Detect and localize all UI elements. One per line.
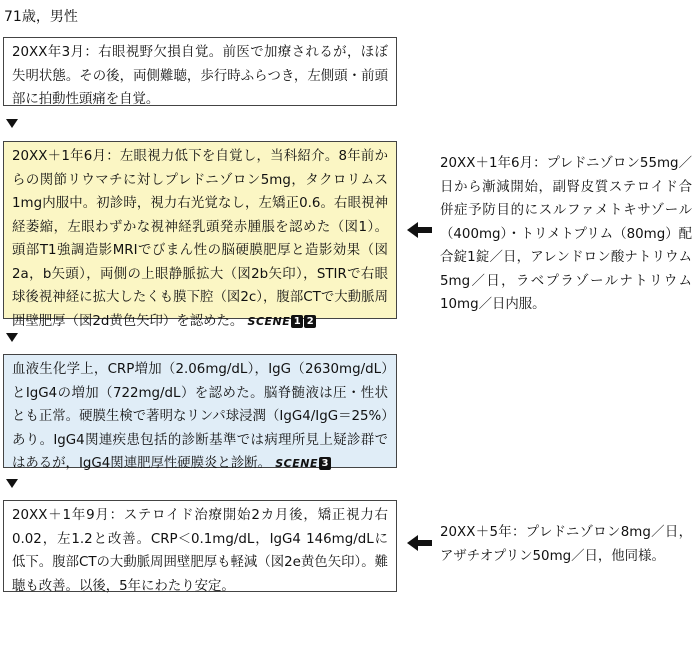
left-arrow-icon bbox=[405, 220, 435, 240]
timeline-box-referral bbox=[3, 141, 397, 329]
scene-number-3: 3 bbox=[319, 457, 331, 470]
case-header: 71歳，男性 bbox=[4, 9, 78, 25]
left-arrow-icon bbox=[405, 533, 435, 553]
timeline-text-diagnosis: 血液生化学上，CRP増加（2.06mg/dL），IgG（2630mg/dL）とIgG4の増加（722mg/dL）を認めた。脳脊髄液は圧・性状とも正常。硬膜生検で著明なリンパ球浸潤（IgG4/IgG＝25%）あり。IgG4関連疾患包括的診断基準では病理所見上疑診群ではあるが，IgG4関連肥厚性硬膜炎と診断。 bbox=[12, 362, 388, 471]
flow-arrow-2 bbox=[6, 333, 18, 342]
timeline-text-referral: 20XX＋1年6月：左眼視力低下を自覚し，当科紹介。8年前からの関節リウマチに対しプレドニゾロン5mg，タクロリムス1mg内服中。初診時，視力右光覚なし，左矯正0.6。右眼視神経萎縮，左眼わずかな視神経乳頭発赤腫脹を認めた（図1）。頭部T1強調造影MRIでびまん性の脳硬膜肥厚と造影効果（図2a，b矢頭），両側の上眼静脈拡大（図2b矢印），STIRで右眼球後視神経に拡大したくも膜下腔（図2c），腹部CTで大動脈周囲壁肥厚（図2d黄色矢印）を認めた。 bbox=[12, 149, 388, 329]
treatment-note-initial bbox=[440, 152, 692, 317]
flow-arrow-1 bbox=[6, 119, 18, 128]
timeline-box-followup bbox=[3, 500, 397, 592]
scene-number-2: 2 bbox=[304, 315, 316, 328]
scene-label-2: SCENE bbox=[275, 457, 318, 470]
treatment-note-maintenance bbox=[440, 521, 692, 568]
scene-number-1: 1 bbox=[291, 315, 303, 328]
timeline-text-followup: 20XX＋1年9月：ステロイド治療開始2カ月後，矯正視力右0.02，左1.2と改善。CRP＜0.1mg/dL，IgG4 146mg/dLに低下。腹部CTの大動脈周囲壁肥厚も軽減（図2e黄色矢印）。難聴も改善。以後，5年にわたり安定。 bbox=[12, 508, 388, 594]
flow-arrow-3 bbox=[6, 479, 18, 488]
treatment-text-initial: 20XX＋1年6月：プレドニゾロン55mg／日から漸減開始，副腎皮質ステロイド合併症予防目的にスルファメトキサゾール（400mg）・トリメトプリム（80mg）配合錠1錠／日，アレンドロン酸ナトリウム5mg／日，ラベプラゾールナトリウム10mg／日内服。 bbox=[440, 156, 692, 312]
treatment-text-maintenance: 20XX＋5年：プレドニゾロン8mg／日，アザチオプリン50mg／日，他同様。 bbox=[440, 525, 692, 564]
scene-label-1: SCENE bbox=[247, 314, 291, 328]
timeline-text-initial: 20XX年3月：右眼視野欠損自覚。前医で加療されるが，ほぼ失明状態。その後，両側難聴，歩行時ふらつき，左側頭・前頭部に拍動性頭痛を自覚。 bbox=[12, 45, 388, 107]
timeline-box-diagnosis bbox=[3, 354, 397, 471]
timeline-box-initial bbox=[3, 37, 397, 106]
